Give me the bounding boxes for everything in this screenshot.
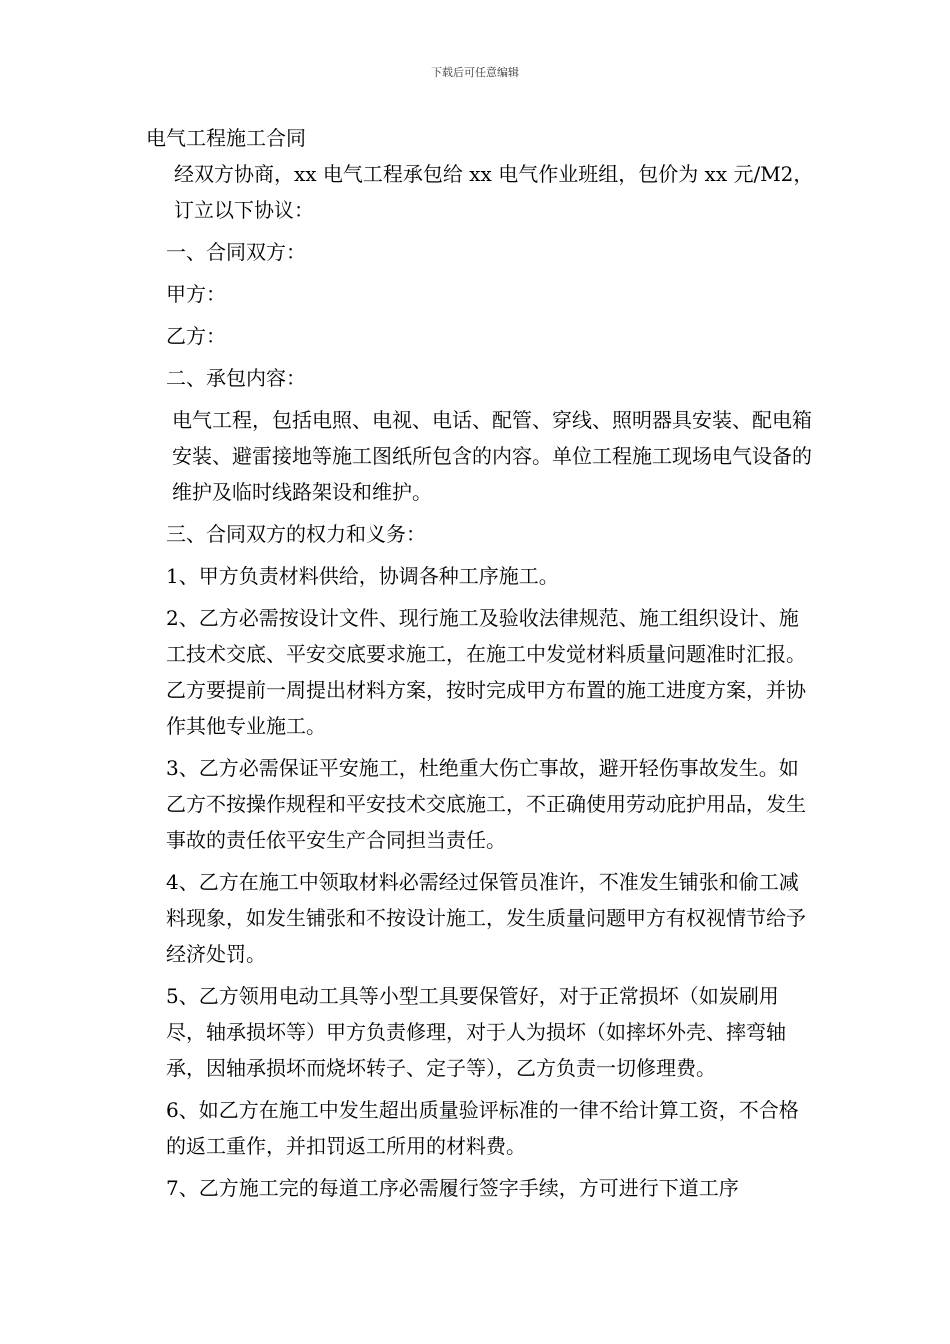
document-body xyxy=(146,122,814,1212)
page-header: 下载后可任意编辑 xyxy=(431,66,519,79)
clause-3: 3、乙方必需保证平安施工，杜绝重大伤亡事故，避开轻伤事故发生。如乙方不按操作规程和平安技术交底施工，不正确使用劳动庇护用品，发生事故的责任依平安生产合同担当责任。 xyxy=(166,756,806,852)
party-a-line: 甲方： xyxy=(166,282,226,306)
clause-1: 1、甲方负责材料供给，协调各种工序施工。 xyxy=(166,564,559,588)
clause-5: 5、乙方领用电动工具等小型工具要保管好，对于正常损坏（如炭刷用尽，轴承损坏等）甲方负责修理，对于人为损坏（如摔坏外壳、摔弯轴承，因轴承损坏而烧坏转子、定子等），乙方负责一切修理费。 xyxy=(166,984,786,1080)
paragraph-intro: 经双方协商，xx 电气工程承包给 xx 电气作业班组，包价为 xx 元/M2，订立以下协议： xyxy=(174,162,814,222)
paragraph-scope: 电气工程，包括电照、电视、电话、配管、穿线、照明器具安装、配电箱安装、避雷接地等施工图纸所包含的内容。单位工程施工现场电气设备的维护及临时线路架设和维护。 xyxy=(172,408,812,504)
party-b-line: 乙方： xyxy=(166,324,226,348)
document-title: 电气工程施工合同 xyxy=(146,126,306,150)
clause-7: 7、乙方施工完的每道工序必需履行签字手续，方可进行下道工序 xyxy=(166,1176,739,1200)
clause-2: 2、乙方必需按设计文件、现行施工及验收法律规范、施工组织设计、施工技术交底、平安交底要求施工，在施工中发觉材料质量问题准时汇报。乙方要提前一周提出材料方案，按时完成甲方布置的施工进度方案，并协作其他专业施工。 xyxy=(166,606,806,738)
section-heading-scope: 二、承包内容： xyxy=(166,366,306,390)
section-heading-parties: 一、合同双方： xyxy=(166,240,306,264)
section-heading-rights: 三、合同双方的权力和义务： xyxy=(166,522,426,546)
clause-4: 4、乙方在施工中领取材料必需经过保管员准许，不准发生铺张和偷工减料现象，如发生铺张和不按设计施工，发生质量问题甲方有权视情节给予经济处罚。 xyxy=(166,870,806,966)
clause-6: 6、如乙方在施工中发生超出质量验评标准的一律不给计算工资，不合格的返工重作，并扣罚返工所用的材料费。 xyxy=(166,1098,799,1158)
